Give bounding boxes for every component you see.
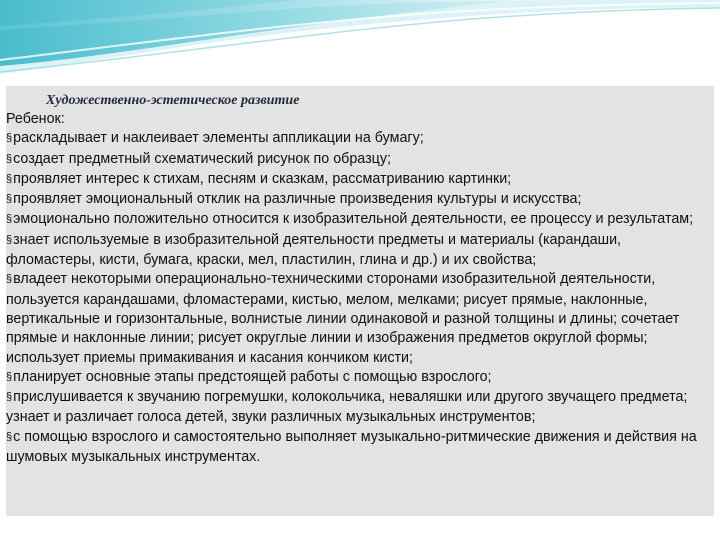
bullet-icon: § — [6, 132, 13, 145]
list-item-text: прислушивается к звучанию погремушки, колокольчика, неваляшки или другого звучащего предмета; узнает и различает голоса детей, звуки различных музыкальных инструментов; — [6, 389, 688, 426]
bullet-icon: § — [6, 152, 13, 165]
list-item-text: создает предметный схематический рисунок по образцу; — [13, 150, 391, 167]
list-item — [6, 170, 706, 190]
bullet-icon: § — [6, 233, 13, 246]
list-item — [6, 428, 706, 468]
list-item — [6, 190, 706, 210]
bullet-icon: § — [6, 273, 13, 286]
list-item — [6, 231, 706, 271]
list-item — [6, 368, 706, 388]
list-item-text: владеет некоторыми операционально-техническими сторонами изобразительной деятельности, пользуется карандашами, фломастерами, кистью, мелом, мелками; рисует прямые, наклонные, вертикальные и горизонтальные, волнистые линии одинаковой и разной толщины и длины; сочетает прямые и наклонные линии; рисует округлые линии и изображения предметов округлой формы; использует приемы примакивания и касания кончиком кисти; — [6, 271, 680, 366]
subject-label: Ребенок: — [6, 111, 65, 127]
bullet-icon: § — [6, 172, 13, 185]
list-item — [6, 388, 706, 428]
bullet-icon: § — [6, 193, 13, 206]
decorative-wave-background — [0, 0, 720, 90]
bullet-icon: § — [6, 370, 13, 383]
bullet-icon: § — [6, 430, 13, 443]
list-item-text: проявляет эмоциональный отклик на различные произведения культуры и искусства; — [13, 191, 582, 208]
list-item — [6, 210, 706, 230]
list-item-text: знает используемые в изобразительной деятельности предметы и материалы (карандаши, фломастеры, кисти, бумага, краски, мел, пластилин, глина и др.) и их свойства; — [6, 231, 622, 269]
list-item — [6, 129, 706, 149]
list-item-text: эмоционально положительно относится к изобразительной деятельности, ее процессу и результатам; — [13, 211, 694, 228]
list-item-text: раскладывает и наклеивает элементы аппликации на бумагу; — [13, 130, 424, 147]
list-item-text: с помощью взрослого и самостоятельно выполняет музыкально-ритмические движения и действия на шумовых музыкальных инструментах. — [6, 428, 697, 466]
list-item — [6, 150, 706, 170]
list-item — [6, 270, 706, 367]
bullet-icon: § — [6, 391, 13, 404]
list-item-text: планирует основные этапы предстоящей работы с помощью взрослого; — [13, 368, 492, 385]
bullet-icon: § — [6, 213, 13, 226]
list-item-text: проявляет интерес к стихам, песням и сказкам, рассматриванию картинки; — [13, 170, 512, 187]
section-heading: Художественно-эстетическое развитие — [46, 93, 300, 108]
slide-body — [6, 110, 706, 467]
